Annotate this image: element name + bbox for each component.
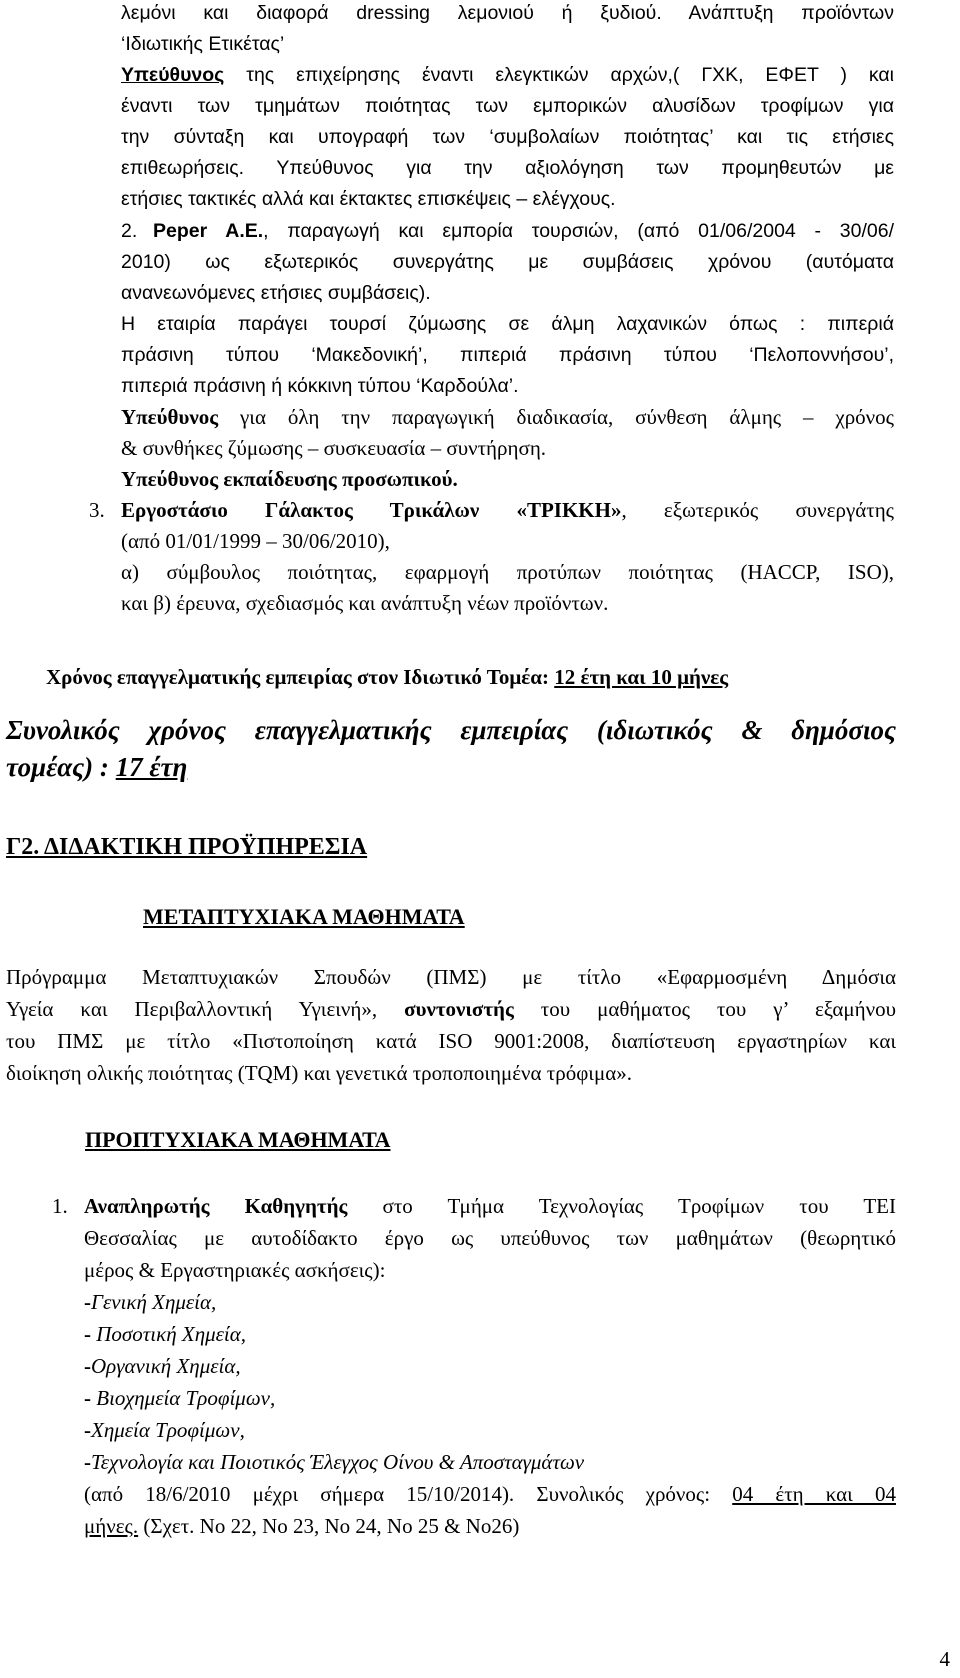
text-line: μήνες. (Σχετ. Νο 22, Νο 23, Νο 24, Νο 25 & Νο26): [84, 1514, 520, 1538]
course-item: -Χημεία Τροφίμων,: [84, 1418, 245, 1442]
course-item: - Βιοχημεία Τροφίμων,: [84, 1386, 276, 1410]
subsection-heading: ΜΕΤΑΠΤΥΧΙΑΚΑ ΜΑΘΗΜΑΤΑ: [143, 904, 465, 929]
course-item: -Τεχνολογία και Ποιοτικός Έλεγχος Οίνου & Αποσταγμάτων: [84, 1450, 585, 1474]
text-line: και β) έρευνα, σχεδιασμός και ανάπτυξη νέων προϊόντων.: [121, 591, 609, 615]
text-line: πιπεριά πράσινη ή κόκκινη τύπου ‘Καρδούλα’.: [121, 375, 519, 397]
text-line: επιθεωρήσεις. Υπεύθυνος για την αξιολόγηση των προμηθευτών με: [121, 157, 894, 179]
text-line: Υπεύθυνος εκπαίδευσης προσωπικού.: [121, 467, 458, 491]
text-line: μέρος & Εργαστηριακές ασκήσεις):: [84, 1258, 386, 1282]
course-item: - Ποσοτική Χημεία,: [84, 1322, 247, 1346]
text-line: λεμόνι και διαφορά dressing λεμονιού ή ξυδιού. Ανάπτυξη προϊόντων: [121, 2, 894, 24]
section-heading: Γ2. ΔΙΔΑΚΤΙΚΗ ΠΡΟΫΠΗΡΕΣΙΑ: [6, 834, 368, 860]
text-line: διοίκηση ολικής ποιότητας (TQM) και γενετικά τροποποιημένα τρόφιμα».: [6, 1061, 632, 1085]
text-line: πράσινη τύπου ‘Μακεδονική’, πιπεριά πράσινη τύπου ‘Πελοποννήσου’,: [121, 344, 894, 366]
page-number: 4: [939, 1647, 950, 1671]
text-line: ανανεωνόμενες ετήσιες συμβάσεις).: [121, 282, 431, 304]
text-line: Υγεία και Περιβαλλοντική Υγιεινή», συντονιστής του μαθήματος του γ’ εξαμήνου: [6, 997, 896, 1021]
text-line: ‘Ιδιωτικής Ετικέτας’: [121, 33, 285, 55]
course-item: -Οργανική Χημεία,: [84, 1354, 241, 1378]
text-line: (από 18/6/2010 μέχρι σήμερα 15/10/2014). Συνολικός χρόνος: 04 έτη και 04: [84, 1482, 896, 1506]
text-line: του ΠΜΣ με τίτλο «Πιστοποίηση κατά ISO 9001:2008, διαπίστευση εργαστηρίων και: [6, 1029, 896, 1053]
text-line: & συνθήκες ζύμωσης – συσκευασία – συντήρηση.: [121, 436, 547, 460]
text-line: ετήσιες τακτικές αλλά και έκτακτες επισκέψεις – ελέγχους.: [121, 188, 616, 210]
text-line: 2010) ως εξωτερικός συνεργάτης με συμβάσεις χρόνου (αυτόματα: [121, 251, 894, 273]
total-experience: τομέας) : 17 έτη: [6, 752, 188, 782]
total-experience: Συνολικός χρόνος επαγγελματικής εμπειρίας (ιδιωτικός & δημόσιος: [6, 715, 896, 745]
text-line: έναντι των τμημάτων ποιότητας των εμπορικών αλυσίδων τροφίμων για: [121, 95, 894, 117]
list-item: 1. Αναπληρωτής Καθηγητής στο Τμήμα Τεχνολογίας Τροφίμων του ΤΕΙ: [52, 1194, 896, 1218]
course-item: -Γενική Χημεία,: [84, 1290, 217, 1314]
text-line: (από 01/01/1999 – 30/06/2010),: [121, 529, 390, 553]
text-line: Υπεύθυνος της επιχείρησης έναντι ελεγκτικών αρχών,( ΓΧΚ, ΕΦΕΤ ) και: [121, 64, 894, 86]
subsection-heading: ΠΡΟΠΤΥΧΙΑΚΑ ΜΑΘΗΜΑΤΑ: [85, 1127, 391, 1152]
list-item: 2. Peper A.E., παραγωγή και εμπορία τουρσιών, (από 01/06/2004 - 30/06/: [121, 220, 894, 242]
text-line: Υπεύθυνος για όλη την παραγωγική διαδικασία, σύνθεση άλμης – χρόνος: [121, 405, 894, 429]
private-sector-experience: Χρόνος επαγγελματικής εμπειρίας στον Ιδιωτικό Τομέα: 12 έτη και 10 μήνες: [46, 665, 729, 689]
list-item: 3. Εργοστάσιο Γάλακτος Τρικάλων «ΤΡΙΚΚΗ», εξωτερικός συνεργάτης: [89, 498, 894, 522]
text-line: α) σύμβουλος ποιότητας, εφαρμογή προτύπων ποιότητας (HACCP, ISO),: [121, 560, 894, 584]
text-line: Η εταιρία παράγει τουρσί ζύμωσης σε άλμη λαχανικών όπως : πιπεριά: [121, 313, 894, 335]
text-line: Θεσσαλίας με αυτοδίδακτο έργο ως υπεύθυνος των μαθημάτων (θεωρητικό: [84, 1226, 896, 1250]
text-line: την σύνταξη και υπογραφή των ‘συμβολαίων ποιότητας’ και τις ετήσιες: [121, 126, 894, 148]
text-line: Πρόγραμμα Μεταπτυχιακών Σπουδών (ΠΜΣ) με τίτλο «Εφαρμοσμένη Δημόσια: [6, 965, 896, 989]
